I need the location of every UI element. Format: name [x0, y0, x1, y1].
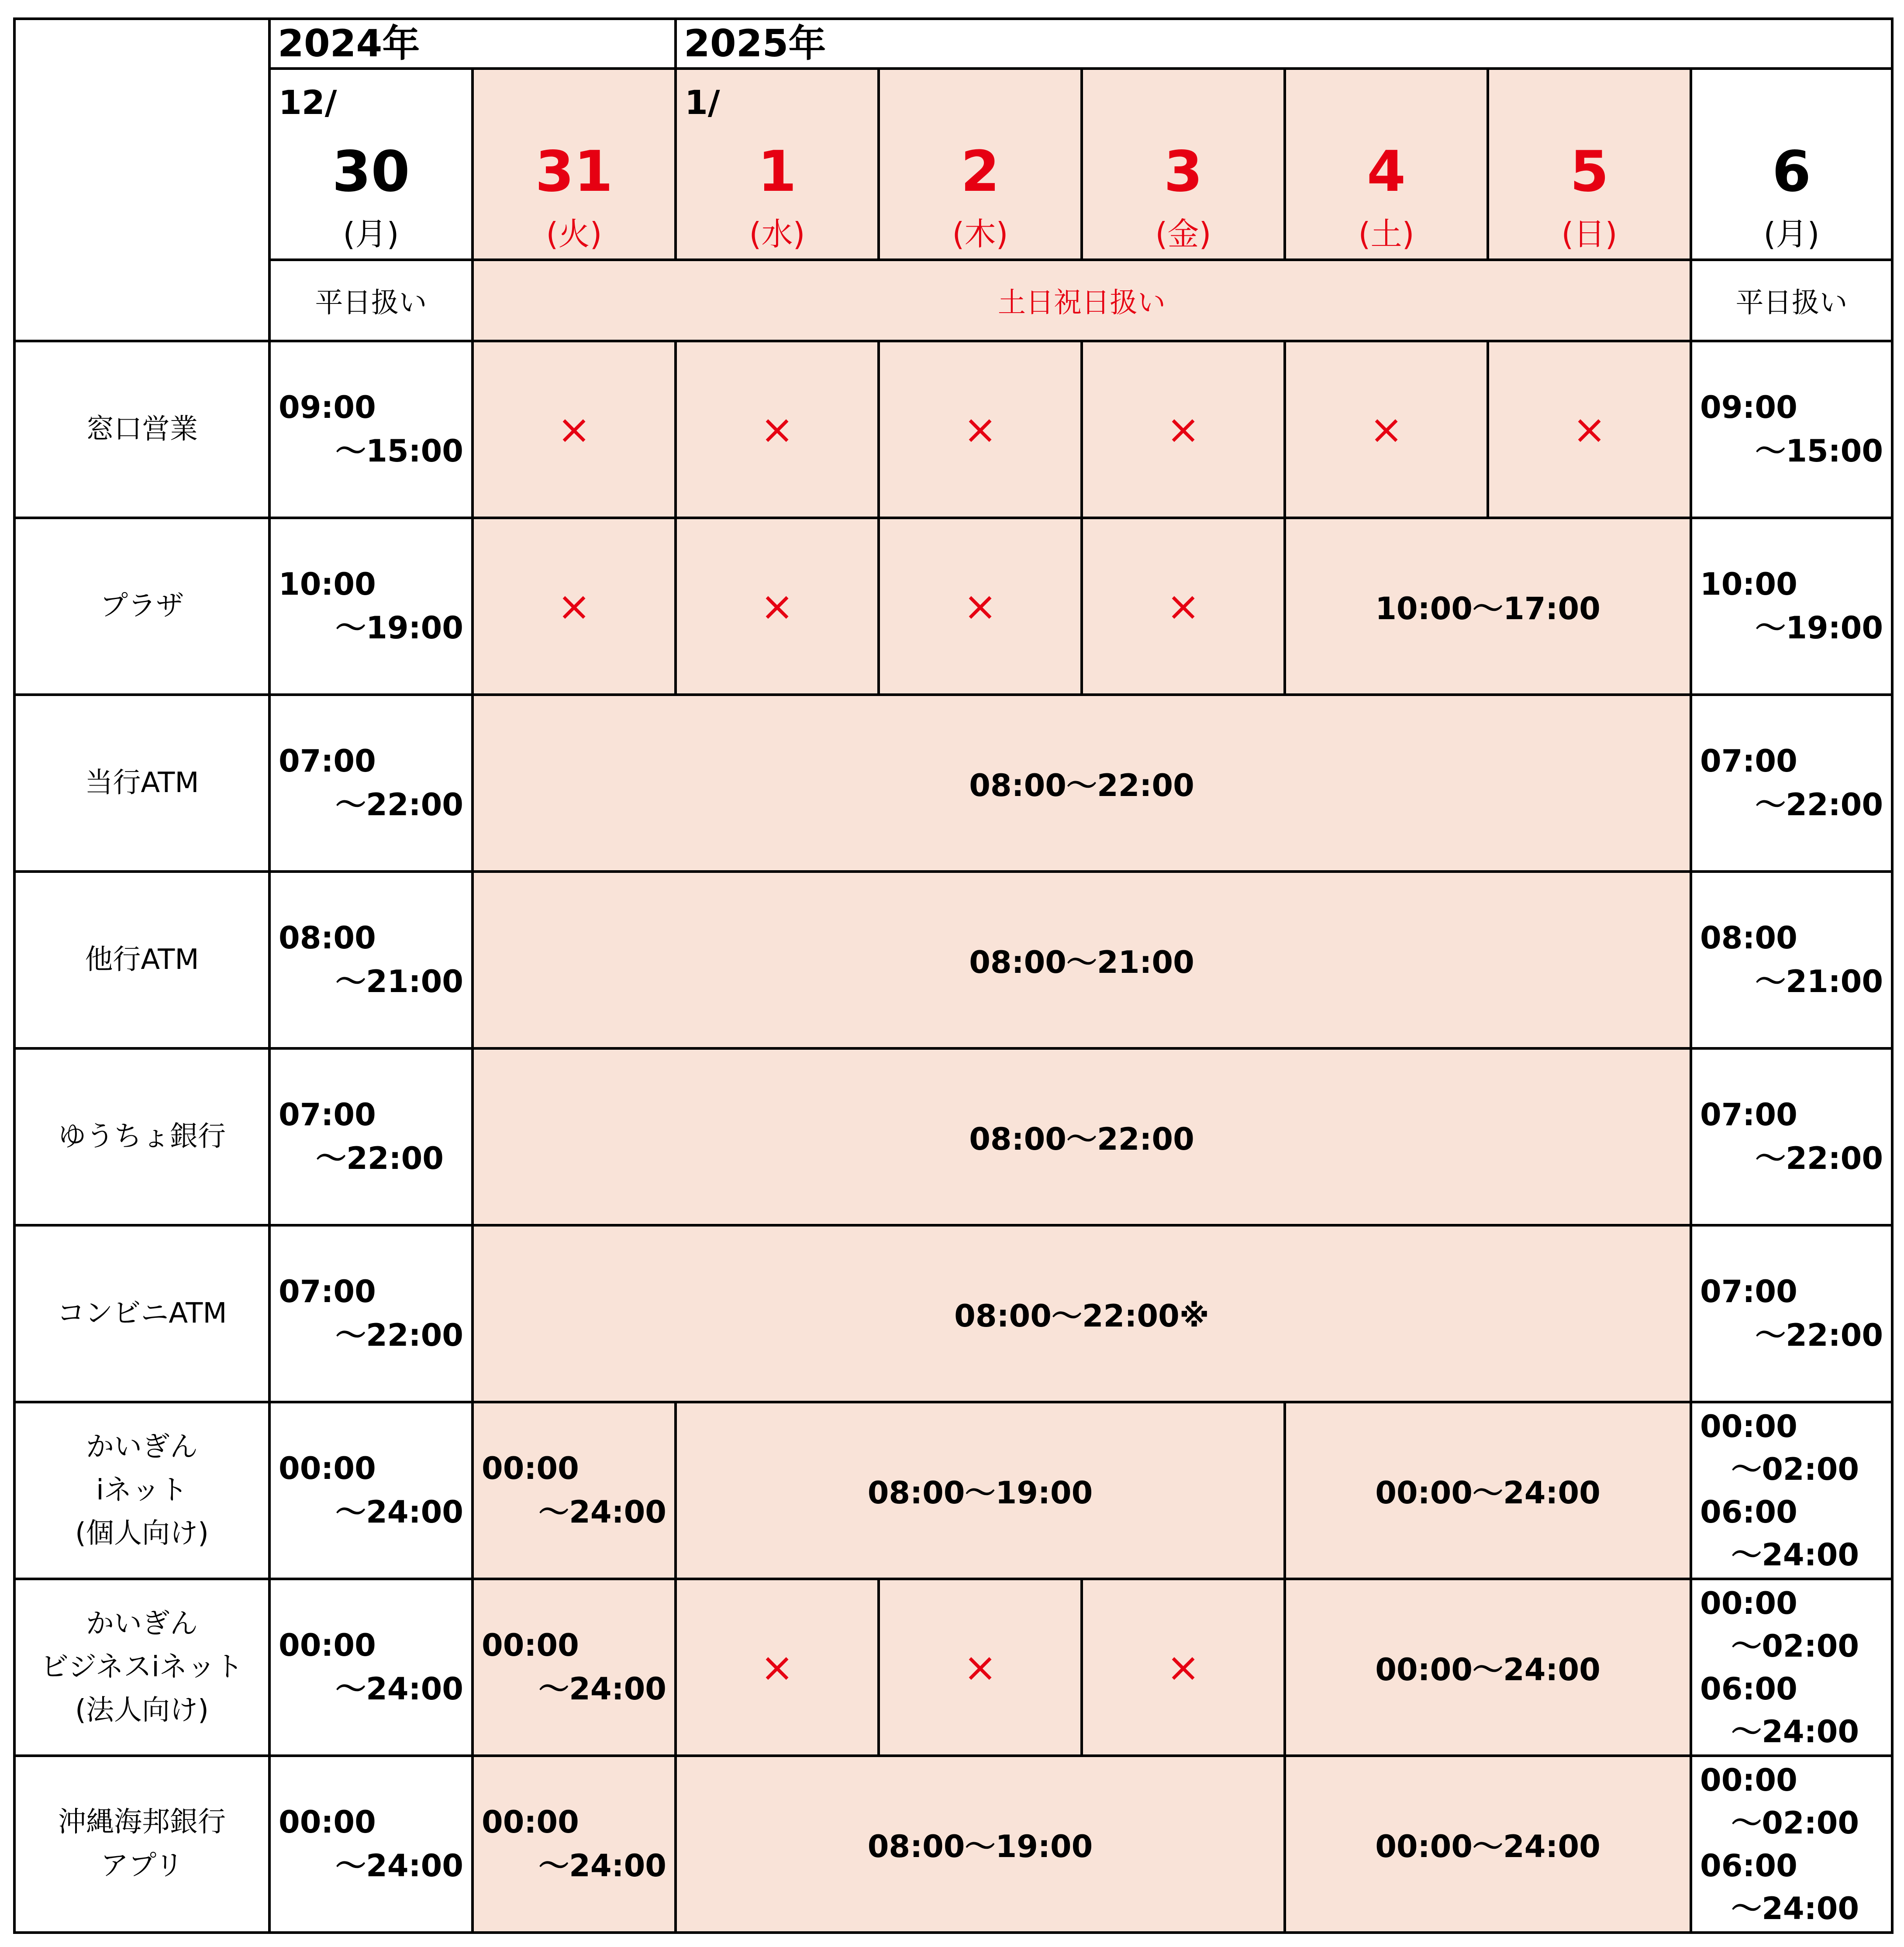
weekday-label: (月) — [1763, 216, 1820, 252]
handling-weekday: 平日扱い — [269, 260, 473, 341]
closed-mark: × — [676, 518, 879, 695]
hours-cell: 07:00 ～22:00 — [1691, 1225, 1892, 1402]
corner-cell — [14, 19, 269, 341]
weekday-label: (水) — [749, 216, 805, 252]
closed-mark: × — [676, 1579, 879, 1756]
day-number: 6 — [1772, 139, 1811, 204]
hours-cell: 09:00 ～15:00 — [269, 341, 473, 518]
closed-mark: × — [879, 1579, 1082, 1756]
merged-hours: 00:00～24:00 — [1285, 1579, 1691, 1756]
month-label: 1/ — [685, 83, 720, 122]
closed-mark: × — [1285, 341, 1488, 518]
row-label: コンビニATM — [14, 1225, 269, 1402]
holiday-hours-table — [13, 17, 1894, 1934]
date-jan-3 — [1082, 69, 1285, 260]
closed-mark: × — [676, 341, 879, 518]
row-label: 沖縄海邦銀行 アプリ — [14, 1756, 269, 1933]
day-number: 31 — [535, 139, 613, 204]
closed-mark: × — [1082, 1579, 1285, 1756]
day-number: 5 — [1569, 139, 1609, 204]
merged-hours: 08:00～19:00 — [676, 1402, 1285, 1579]
row-label: 他行ATM — [14, 872, 269, 1048]
hours-cell: 07:00 ～22:00 — [1691, 695, 1892, 872]
hours-cell: 00:00 ～24:00 — [473, 1756, 676, 1933]
row-label: 窓口営業 — [14, 341, 269, 518]
date-dec-31 — [473, 69, 676, 260]
merged-hours: 08:00～22:00 — [473, 1048, 1691, 1225]
day-number: 30 — [332, 139, 410, 204]
date-dec-30 — [269, 69, 473, 260]
day-number: 3 — [1163, 139, 1203, 204]
hours-cell: 09:00 ～15:00 — [1691, 341, 1892, 518]
hours-cell: 00:00 ～24:00 — [269, 1402, 473, 1579]
date-jan-4 — [1285, 69, 1488, 260]
row-label: 当行ATM — [14, 695, 269, 872]
closed-mark: × — [473, 341, 676, 518]
date-jan-5 — [1488, 69, 1691, 260]
year-2024: 2024年 — [269, 19, 676, 69]
handling-holiday: 土日祝日扱い — [473, 260, 1691, 341]
closed-mark: × — [879, 341, 1082, 518]
date-jan-2 — [879, 69, 1082, 260]
hours-cell: 00:00 ～02:00 06:00 ～24:00 — [1691, 1579, 1892, 1756]
hours-cell: 07:00 ～22:00 — [269, 1225, 473, 1402]
merged-hours: 08:00～22:00※ — [473, 1225, 1691, 1402]
weekday-label: (日) — [1561, 216, 1618, 252]
weekday-label: (火) — [546, 216, 602, 252]
merged-hours: 00:00～24:00 — [1285, 1756, 1691, 1933]
day-number: 1 — [757, 139, 797, 204]
hours-cell: 00:00 ～02:00 06:00 ～24:00 — [1691, 1402, 1892, 1579]
closed-mark: × — [1082, 341, 1285, 518]
weekday-label: (土) — [1358, 216, 1414, 252]
closed-mark: × — [879, 518, 1082, 695]
hours-cell: 08:00 ～21:00 — [269, 872, 473, 1048]
year-2025: 2025年 — [676, 19, 1892, 69]
date-jan-1 — [676, 69, 879, 260]
hours-cell: 07:00 ～22:00 — [1691, 1048, 1892, 1225]
row-label: ゆうちょ銀行 — [14, 1048, 269, 1225]
merged-hours: 00:00～24:00 — [1285, 1402, 1691, 1579]
day-number: 2 — [960, 139, 1000, 204]
merged-hours: 08:00～22:00 — [473, 695, 1691, 872]
hours-cell: 00:00 ～02:00 06:00 ～24:00 — [1691, 1756, 1892, 1933]
merged-hours: 10:00～17:00 — [1285, 518, 1691, 695]
hours-cell: 07:00 ～22:00 — [269, 695, 473, 872]
hours-cell: 10:00 ～19:00 — [1691, 518, 1892, 695]
closed-mark: × — [473, 518, 676, 695]
row-label: かいぎん iネット (個人向け) — [14, 1402, 269, 1579]
closed-mark: × — [1082, 518, 1285, 695]
merged-hours: 08:00～19:00 — [676, 1756, 1285, 1933]
row-label: かいぎん ビジネスiネット (法人向け) — [14, 1579, 269, 1756]
day-number: 4 — [1366, 139, 1406, 204]
closed-mark: × — [1488, 341, 1691, 518]
row-label: プラザ — [14, 518, 269, 695]
merged-hours: 08:00～21:00 — [473, 872, 1691, 1048]
hours-cell: 10:00 ～19:00 — [269, 518, 473, 695]
hours-cell: 07:00 ～22:00 — [269, 1048, 473, 1225]
hours-cell: 00:00 ～24:00 — [269, 1579, 473, 1756]
weekday-label: (月) — [343, 216, 399, 252]
weekday-label: (木) — [952, 216, 1008, 252]
hours-cell: 00:00 ～24:00 — [473, 1402, 676, 1579]
hours-cell: 08:00 ～21:00 — [1691, 872, 1892, 1048]
hours-cell: 00:00 ～24:00 — [473, 1579, 676, 1756]
date-jan-6 — [1691, 69, 1892, 260]
hours-cell: 00:00 ～24:00 — [269, 1756, 473, 1933]
handling-weekday: 平日扱い — [1691, 260, 1892, 341]
month-label: 12/ — [279, 83, 337, 122]
weekday-label: (金) — [1155, 216, 1211, 252]
